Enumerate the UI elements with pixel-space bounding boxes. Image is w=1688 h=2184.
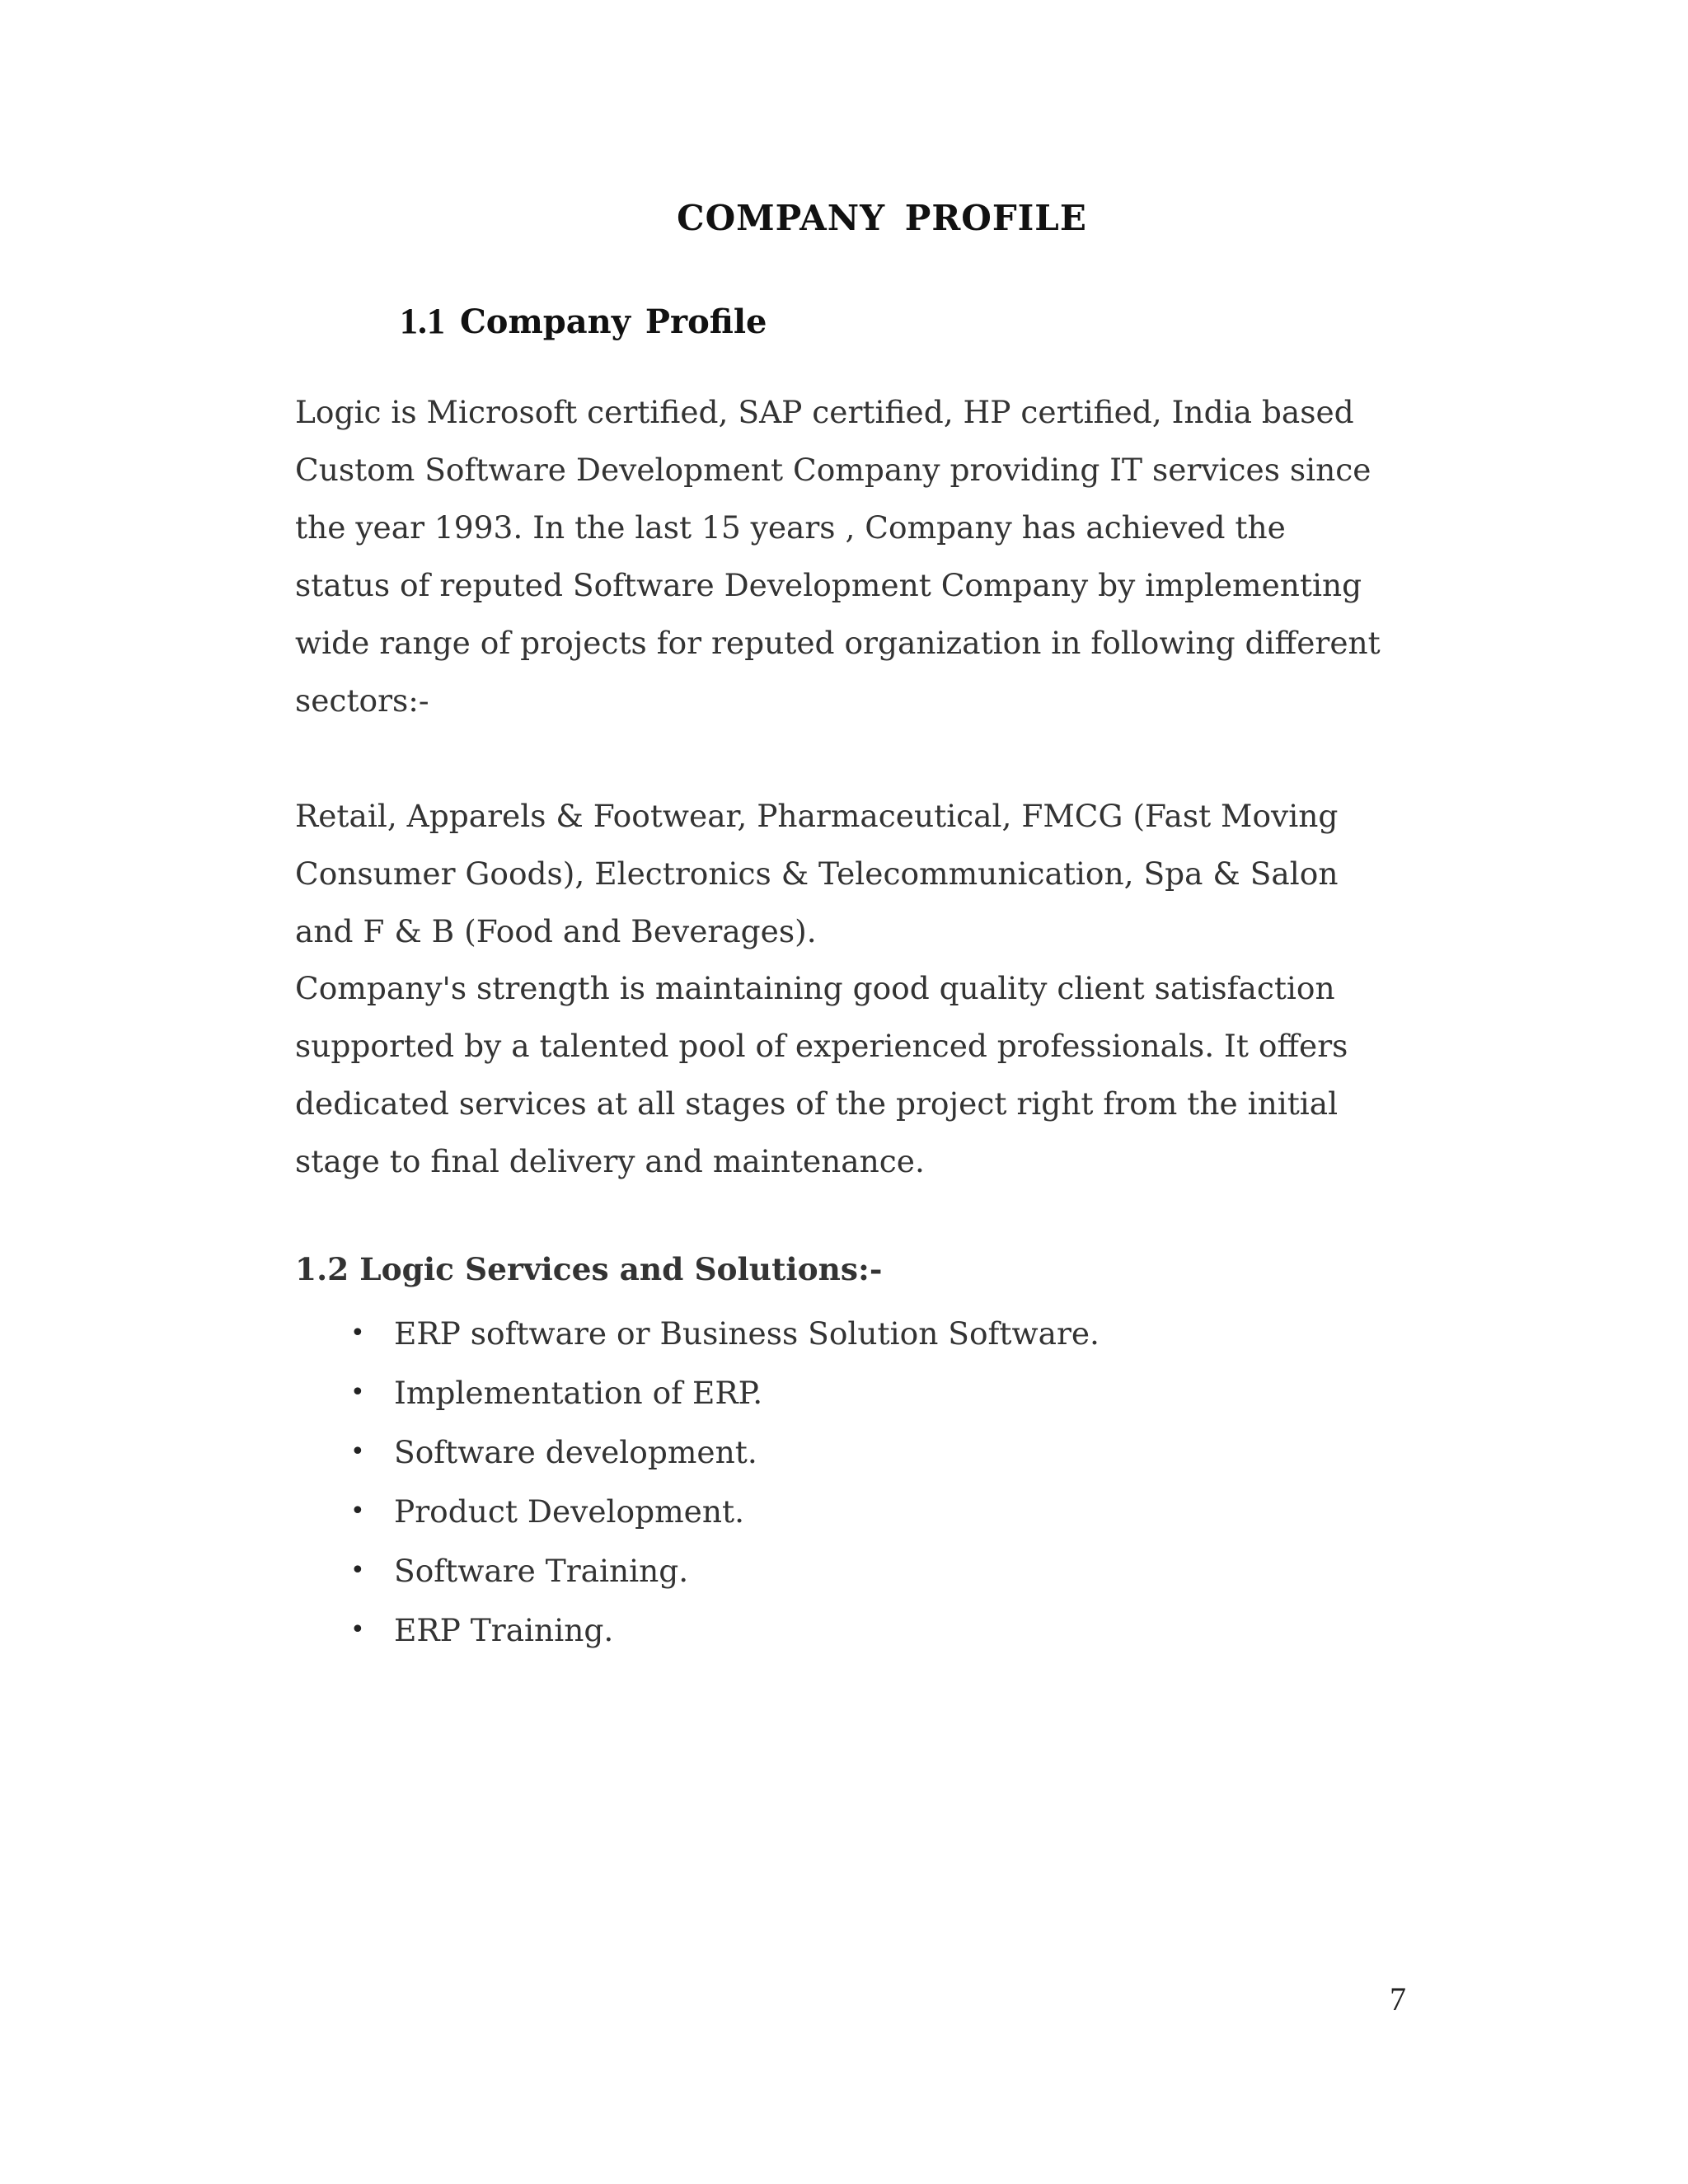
bullet-icon: • [350, 1497, 365, 1526]
list-item-text: Software development. [394, 1434, 757, 1470]
paragraph-company-intro [295, 383, 1381, 729]
paragraph-line: and F & B (Food and Beverages). [295, 913, 817, 949]
page-title: COMPANY PROFILE [677, 198, 1087, 238]
list-item [342, 1304, 1100, 1363]
bullet-icon: • [350, 1319, 365, 1347]
list-item-text: Product Development. [394, 1493, 744, 1530]
paragraph-line: Retail, Apparels & Footwear, Pharmaceutical, FMCG (Fast Moving [295, 798, 1339, 834]
bullet-icon: • [350, 1556, 365, 1585]
paragraph-line: sectors:- [295, 682, 429, 719]
paragraph-line: Company's strength is maintaining good quality client satisfaction [295, 970, 1335, 1006]
list-item-text: ERP Training. [394, 1612, 614, 1648]
list-item-text: ERP software or Business Solution Software. [394, 1315, 1100, 1352]
paragraph-strength [295, 959, 1348, 1190]
list-item [342, 1363, 1100, 1422]
section-heading-text: Company Profile [459, 302, 767, 341]
paragraph-line: stage to final delivery and maintenance. [295, 1143, 925, 1179]
section-number: 1.1 [400, 301, 445, 341]
services-list [342, 1304, 1100, 1660]
list-item [342, 1422, 1100, 1482]
paragraph-line: Consumer Goods), Electronics & Telecommunication, Spa & Salon [295, 855, 1339, 892]
section-heading-services: 1.2 Logic Services and Solutions:- [295, 1251, 883, 1287]
list-item [342, 1541, 1100, 1601]
paragraph-line: supported by a talented pool of experienced professionals. It offers [295, 1028, 1348, 1064]
bullet-icon: • [350, 1615, 365, 1644]
list-item-text: Software Training. [394, 1553, 689, 1589]
paragraph-line: Logic is Microsoft certified, SAP certified, HP certified, India based [295, 394, 1354, 430]
paragraph-line: the year 1993. In the last 15 years , Company has achieved the [295, 509, 1286, 546]
section-heading-company-profile [400, 300, 767, 342]
paragraph-line: wide range of projects for reputed organization in following different [295, 625, 1381, 661]
paragraph-sectors [295, 787, 1339, 960]
bullet-icon: • [350, 1437, 365, 1466]
paragraph-line: status of reputed Software Development Company by implementing [295, 567, 1362, 603]
paragraph-line: dedicated services at all stages of the project right from the initial [295, 1085, 1339, 1122]
page-number: 7 [1390, 1980, 1406, 2018]
bullet-icon: • [350, 1378, 365, 1407]
list-item [342, 1482, 1100, 1541]
paragraph-line: Custom Software Development Company providing IT services since [295, 452, 1372, 488]
list-item [342, 1601, 1100, 1660]
list-item-text: Implementation of ERP. [394, 1375, 763, 1411]
